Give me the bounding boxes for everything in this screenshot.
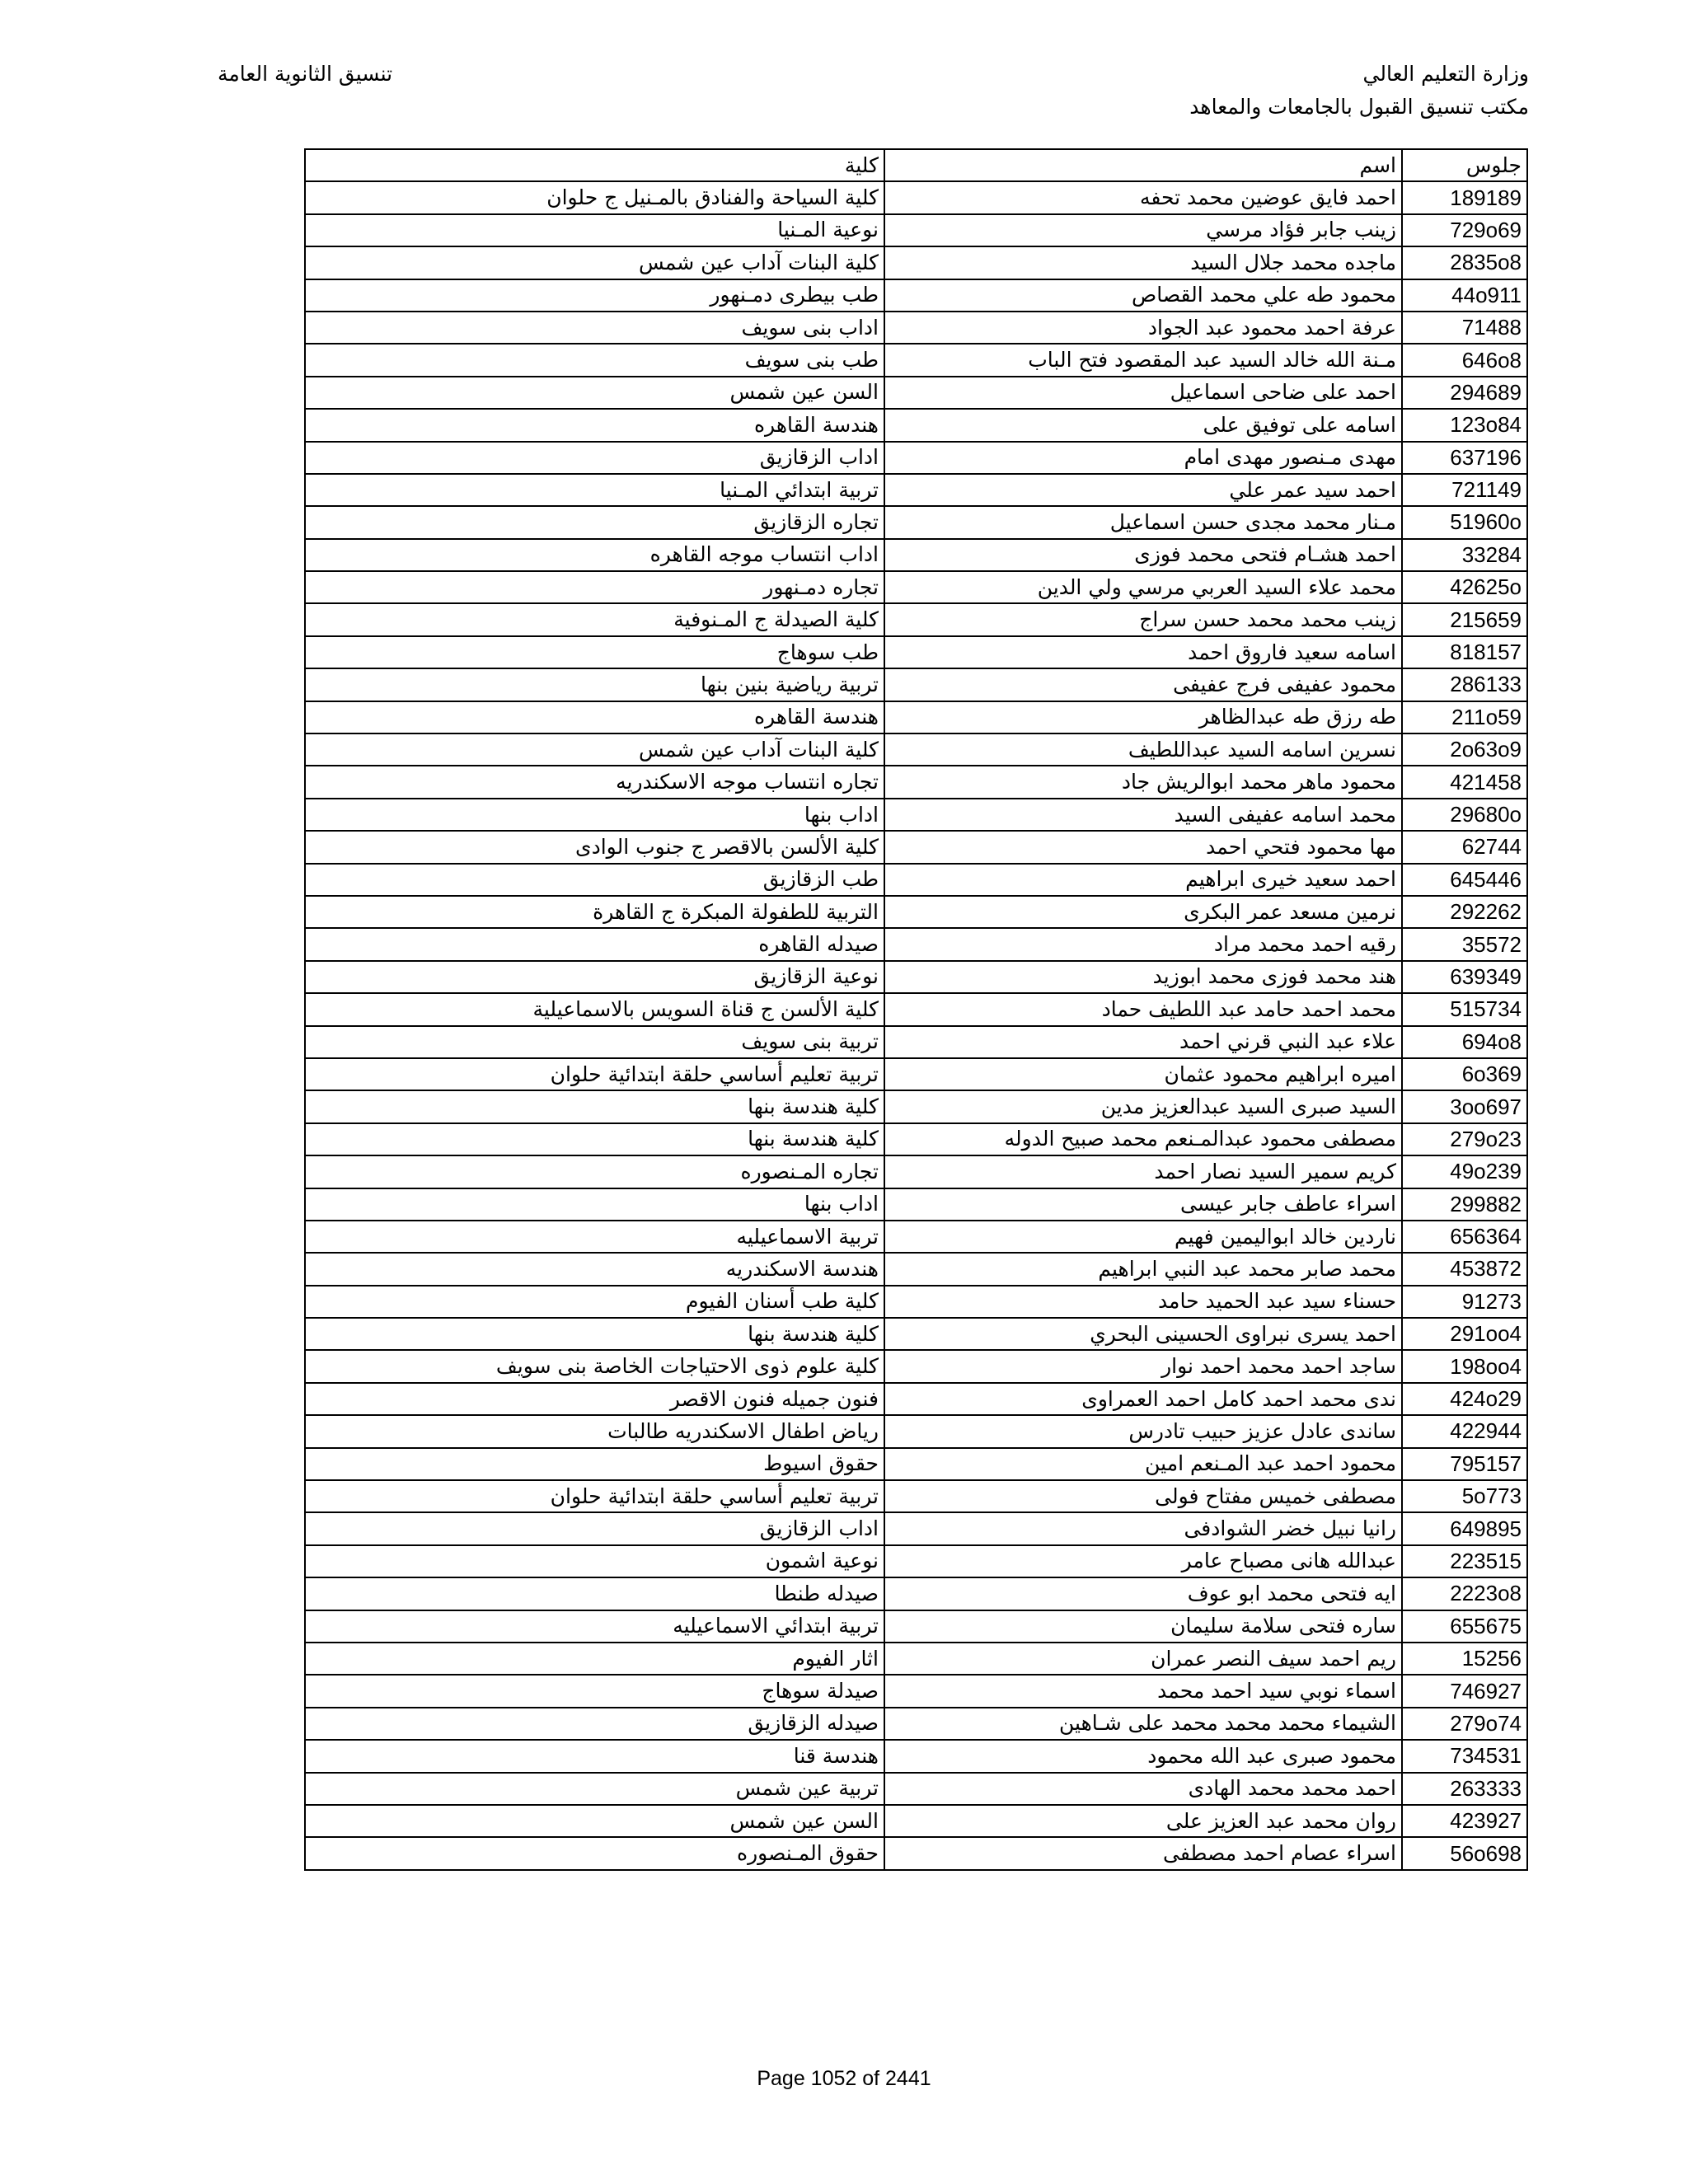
college-name: اداب بنى سويف [305,312,884,344]
seat-number-cell [1402,246,1527,279]
college-name: تربية رياضية بنين بنها [305,668,884,701]
table-row [305,1805,1527,1837]
seat-number-cell [1402,539,1527,571]
student-name: ندى محمد احمد كامل احمد العمراوى [884,1383,1402,1415]
table-row [305,312,1527,344]
student-name: عرفة احمد محمود عبد الجواد [884,312,1402,344]
student-name: رانيا نبيل خضر الشوادفى [884,1512,1402,1544]
college-name: تربية الاسماعيليه [305,1221,884,1253]
seat-number: 5o773 [1461,1483,1522,1509]
table-row [305,409,1527,441]
seat-number-cell [1402,409,1527,441]
table-row [305,181,1527,213]
seat-number: 655675 [1450,1613,1522,1638]
college-name: كلية هندسة بنها [305,1090,884,1122]
college-name: هندسة القاهره [305,701,884,733]
seat-number-cell [1402,701,1527,733]
table-row [305,831,1527,863]
table-row [305,1286,1527,1318]
page-number: Page 1052 of 2441 [757,2067,931,2090]
table-row [305,1350,1527,1382]
seat-number-cell [1402,1318,1527,1350]
student-name: محمد اسامه عفيفى السيد [884,799,1402,831]
student-name: مصطفى خميس مفتاح فولى [884,1480,1402,1512]
seat-number: 29680o [1450,802,1522,827]
seat-number: 51960o [1450,509,1522,535]
office-title: مكتب تنسيق القبول بالجامعات والمعاهد [1189,95,1529,119]
table-row [305,474,1527,506]
table-row [305,1643,1527,1675]
student-name: علاء عبد النبي قرني احمد [884,1026,1402,1058]
student-name: ساجد احمد محمد احمد نوار [884,1350,1402,1382]
college-name: السن عين شمس [305,1805,884,1837]
college-name: كلية الألسن ج قناة السويس بالاسماعيلية [305,993,884,1025]
table-row [305,864,1527,896]
college-name: تجاره دمـنهور [305,571,884,603]
seat-number-cell [1402,377,1527,409]
seat-number: 656364 [1450,1224,1522,1249]
student-name: ايه فتحى محمد ابو عوف [884,1577,1402,1610]
seat-number: 734531 [1450,1743,1522,1769]
table-row [305,1123,1527,1155]
seat-number-cell [1402,636,1527,668]
student-name: ناردين خالد ابواليمين فهيم [884,1221,1402,1253]
header-name: اسم [884,149,1402,181]
student-name: ساره فتحى سلامة سليمان [884,1610,1402,1643]
seat-number: 423927 [1450,1808,1522,1834]
seat-number-cell [1402,1286,1527,1318]
table-row [305,442,1527,474]
college-name: هندسة قنا [305,1740,884,1772]
seat-number: 223515 [1450,1548,1522,1573]
seat-number-cell [1402,1675,1527,1707]
table-row [305,603,1527,635]
seat-number: 211o59 [1451,704,1522,729]
college-name: صيدلة سوهاج [305,1675,884,1707]
college-name: اداب الزقازيق [305,1512,884,1544]
seat-number-cell [1402,1350,1527,1382]
college-name: نوعية المـنيا [305,214,884,246]
college-name: تجاره انتساب موجه الاسكندريه [305,766,884,798]
student-name: احمد على ضاحى اسماعيل [884,377,1402,409]
student-name: اميره ابراهيم محمود عثمان [884,1058,1402,1090]
seat-number: 299882 [1450,1191,1522,1216]
seat-number-cell [1402,1512,1527,1544]
student-name: مـنة الله خالد السيد عبد المقصود فتح الباب [884,344,1402,376]
college-name: تجاره المـنصوره [305,1155,884,1188]
seat-number: 729o69 [1450,217,1522,242]
seat-number-cell [1402,571,1527,603]
college-name: صيدله القاهره [305,928,884,960]
seat-number: 33284 [1461,541,1522,567]
student-name: محمود احمد عبد المـنعم امين [884,1448,1402,1480]
seat-number: 3oo697 [1450,1094,1522,1119]
seat-number-cell [1402,1383,1527,1415]
coordination-title: تنسيق الثانوية العامة [218,62,393,86]
seat-number-cell [1402,1448,1527,1480]
seat-number: 639349 [1450,963,1522,989]
seat-number-cell [1402,961,1527,993]
table-row [305,993,1527,1025]
college-name: كلية الصيدلة ج المـنوفية [305,603,884,635]
seat-number-cell [1402,1026,1527,1058]
college-name: نوعية اشمون [305,1545,884,1577]
college-name: تربية عين شمس [305,1773,884,1805]
seat-number-cell [1402,279,1527,312]
table-row [305,1545,1527,1577]
student-name: زينب جابر فؤاد مرسي [884,214,1402,246]
college-name: صيدله طنطا [305,1577,884,1610]
table-row [305,928,1527,960]
seat-number-cell [1402,474,1527,506]
seat-number: 424o29 [1450,1386,1522,1412]
seat-number: 291oo4 [1450,1321,1522,1347]
seat-number: 694o8 [1461,1029,1522,1054]
seat-number-cell [1402,214,1527,246]
seat-number: 6o369 [1461,1062,1522,1087]
college-name: طب بيطرى دمـنهور [305,279,884,312]
college-name: تربية ابتدائي المـنيا [305,474,884,506]
seat-number-cell [1402,1253,1527,1285]
college-name: كلية هندسة بنها [305,1318,884,1350]
seat-number-cell [1402,506,1527,538]
seat-number: 795157 [1450,1451,1522,1476]
student-name: زينب محمد محمد حسن سراج [884,603,1402,635]
student-name: محمود ماهر محمد ابوالريش جاد [884,766,1402,798]
seat-number: 215659 [1450,607,1522,632]
seat-number-cell [1402,312,1527,344]
seat-number-cell [1402,1123,1527,1155]
college-name: حقوق اسيوط [305,1448,884,1480]
student-name: نسرين اسامه السيد عبداللطيف [884,733,1402,766]
table-row [305,1221,1527,1253]
seat-number-cell [1402,928,1527,960]
college-name: كلية طب أسنان الفيوم [305,1286,884,1318]
student-name: محمود صبرى عبد الله محمود [884,1740,1402,1772]
table-row [305,799,1527,831]
seat-number-cell [1402,1188,1527,1221]
college-name: اداب الزقازيق [305,442,884,474]
seat-number: 645446 [1450,866,1522,892]
college-name: هندسة الاسكندريه [305,1253,884,1285]
student-name: ريم احمد سيف النصر عمران [884,1643,1402,1675]
college-name: حقوق المـنصوره [305,1837,884,1869]
seat-number: 44o911 [1451,282,1522,307]
student-name: محمود طه علي محمد القصاص [884,279,1402,312]
student-name: احمد هشـام فتحى محمد فوزى [884,539,1402,571]
seat-number: 453872 [1450,1256,1522,1282]
student-name: الشيماء محمد محمد محمد على شـاهين [884,1708,1402,1740]
seat-number: 515734 [1450,996,1522,1022]
table-row [305,246,1527,279]
table-row [305,668,1527,701]
student-name: روان محمد عبد العزيز على [884,1805,1402,1837]
table-row [305,1058,1527,1090]
seat-number-cell [1402,1708,1527,1740]
student-name: احمد محمد محمد الهادى [884,1773,1402,1805]
seat-number: 818157 [1450,640,1522,665]
seat-number-cell [1402,1837,1527,1869]
college-name: صيدله الزقازيق [305,1708,884,1740]
seat-number-cell [1402,799,1527,831]
table-row [305,279,1527,312]
student-name: عبدالله هانى مصباح عامر [884,1545,1402,1577]
college-name: اداب بنها [305,1188,884,1221]
student-name: رقيه احمد محمد مراد [884,928,1402,960]
header-college: كلية [305,149,884,181]
table-row [305,377,1527,409]
student-name: احمد فايق عوضين محمد تحفه [884,181,1402,213]
student-name: احمد سيد عمر علي [884,474,1402,506]
student-name: مها محمود فتحي احمد [884,831,1402,863]
seat-number: 123o84 [1450,412,1522,438]
seat-number-cell [1402,831,1527,863]
college-name: السن عين شمس [305,377,884,409]
table-row [305,961,1527,993]
student-name: مهدى مـنصور مهدى امام [884,442,1402,474]
college-name: تربية بنى سويف [305,1026,884,1058]
seat-number: 421458 [1450,769,1522,794]
student-name: احمد سعيد خيرى ابراهيم [884,864,1402,896]
table-row [305,1512,1527,1544]
seat-number-cell [1402,1058,1527,1090]
college-name: كلية علوم ذوى الاحتياجات الخاصة بنى سويف [305,1350,884,1382]
student-name: كريم سمير السيد نصار احمد [884,1155,1402,1188]
seat-number-cell [1402,864,1527,896]
table-row [305,1090,1527,1122]
seat-number: 91273 [1461,1288,1522,1314]
seat-number-cell [1402,442,1527,474]
table-row [305,1837,1527,1869]
seat-number: 279o23 [1450,1126,1522,1151]
college-name: طب بنى سويف [305,344,884,376]
seat-number: 42625o [1450,574,1522,600]
seat-number: 198oo4 [1450,1353,1522,1379]
seat-number: 422944 [1450,1418,1522,1444]
college-name: اداب انتساب موجه القاهره [305,539,884,571]
seat-number: 49o239 [1450,1159,1522,1184]
seat-number-cell [1402,1221,1527,1253]
seat-number-cell [1402,603,1527,635]
table-row [305,1740,1527,1772]
college-name: طب الزقازيق [305,864,884,896]
table-row [305,1318,1527,1350]
student-name: محمد احمد حامد عبد اللطيف حماد [884,993,1402,1025]
table-row [305,1577,1527,1610]
seat-number: 2o63o9 [1450,737,1522,762]
seat-number: 294689 [1450,379,1522,405]
student-name: اسراء عصام احمد مصطفى [884,1837,1402,1869]
seat-number-cell [1402,766,1527,798]
student-name: محمد علاء السيد العربي مرسي ولي الدين [884,571,1402,603]
seat-number-cell [1402,344,1527,376]
table-row [305,733,1527,766]
student-name: هند محمد فوزى محمد ابوزيد [884,961,1402,993]
table-row [305,1253,1527,1285]
seat-number: 746927 [1450,1678,1522,1704]
seat-number-cell [1402,896,1527,928]
table-row [305,1155,1527,1188]
table-row [305,1415,1527,1447]
table-row [305,214,1527,246]
seat-number-cell [1402,181,1527,213]
seat-number: 2223o8 [1450,1581,1522,1606]
college-name: هندسة القاهره [305,409,884,441]
student-name: اسماء نوبي سيد احمد محمد [884,1675,1402,1707]
college-name: كلية البنات آداب عين شمس [305,733,884,766]
table-row [305,1773,1527,1805]
student-name: السيد صبرى السيد عبدالعزيز مدين [884,1090,1402,1122]
college-name: كلية السياحة والفنادق بالمـنيل ج حلوان [305,181,884,213]
college-name: تجاره الزقازيق [305,506,884,538]
table-body [305,181,1527,1869]
seat-number-cell [1402,1740,1527,1772]
seat-number: 35572 [1461,931,1522,957]
table-row [305,896,1527,928]
student-name: محمد صابر محمد عبد النبي ابراهيم [884,1253,1402,1285]
student-name: ساندى عادل عزيز حبيب تادرس [884,1415,1402,1447]
table-row [305,539,1527,571]
seat-number: 637196 [1450,444,1522,470]
seat-number-cell [1402,1480,1527,1512]
table-row [305,571,1527,603]
seat-number: 649895 [1450,1516,1522,1541]
student-name: اسامه سعيد فاروق احمد [884,636,1402,668]
seat-number-cell [1402,1805,1527,1837]
table-row [305,1448,1527,1480]
seat-number: 646o8 [1461,347,1522,373]
college-name: رياض اطفال الاسكندريه طالبات [305,1415,884,1447]
header-seat-number: جلوس [1402,149,1527,181]
seat-number-cell [1402,1415,1527,1447]
college-name: اداب بنها [305,799,884,831]
seat-number-cell [1402,1610,1527,1643]
table-row [305,1675,1527,1707]
seat-number-cell [1402,668,1527,701]
seat-number-cell [1402,1090,1527,1122]
seat-number: 15256 [1461,1646,1522,1671]
college-name: كلية هندسة بنها [305,1123,884,1155]
seat-number: 279o74 [1450,1710,1522,1736]
table-header-row [305,149,1527,181]
student-name: احمد يسرى نبراوى الحسينى البحري [884,1318,1402,1350]
seat-number-cell [1402,1773,1527,1805]
seat-number-cell [1402,993,1527,1025]
seat-number-cell [1402,1545,1527,1577]
student-name: اسامه على توفيق على [884,409,1402,441]
college-name: اثار الفيوم [305,1643,884,1675]
seat-number: 2835o8 [1450,250,1522,275]
student-name: محمود عفيفى فرج عفيفى [884,668,1402,701]
college-name: طب سوهاج [305,636,884,668]
table-row [305,1026,1527,1058]
table-row [305,1610,1527,1643]
table-row [305,1383,1527,1415]
seat-number: 263333 [1450,1775,1522,1801]
student-name: نرمين مسعد عمر البكرى [884,896,1402,928]
student-name: اسراء عاطف جابر عيسى [884,1188,1402,1221]
table-row [305,636,1527,668]
table-row [305,344,1527,376]
student-name: طه رزق طه عبدالظاهر [884,701,1402,733]
college-name: فنون جميله فنون الاقصر [305,1383,884,1415]
ministry-title: وزارة التعليم العالي [1362,62,1529,86]
seat-number-cell [1402,1155,1527,1188]
table-row [305,701,1527,733]
seat-number-cell [1402,1643,1527,1675]
seat-number: 286133 [1450,672,1522,697]
college-name: تربية ابتدائي الاسماعيليه [305,1610,884,1643]
table-row [305,506,1527,538]
table-row [305,1708,1527,1740]
table-row [305,1480,1527,1512]
table-row [305,1188,1527,1221]
seat-number: 292262 [1450,899,1522,925]
college-name: تربية تعليم أساسي حلقة ابتدائية حلوان [305,1480,884,1512]
seat-number: 189189 [1450,185,1522,210]
seat-number: 62744 [1461,834,1522,860]
seat-number: 56o698 [1450,1840,1522,1866]
seat-number-cell [1402,1577,1527,1610]
seat-number: 71488 [1461,315,1522,340]
student-name: ماجده محمد جلال السيد [884,246,1402,279]
college-name: التربية للطفولة المبكرة ج القاهرة [305,896,884,928]
college-name: نوعية الزقازيق [305,961,884,993]
college-name: تربية تعليم أساسي حلقة ابتدائية حلوان [305,1058,884,1090]
student-name: حسناء سيد عبد الحميد حامد [884,1286,1402,1318]
college-name: كلية البنات آداب عين شمس [305,246,884,279]
student-name: مـنار محمد مجدى حسن اسماعيل [884,506,1402,538]
seat-number-cell [1402,733,1527,766]
college-name: كلية الألسن بالاقصر ج جنوب الوادى [305,831,884,863]
student-name: مصطفى محمود عبدالمـنعم محمد صبيح الدوله [884,1123,1402,1155]
results-table [304,148,1528,1871]
table-row [305,766,1527,798]
seat-number: 721149 [1451,477,1522,503]
